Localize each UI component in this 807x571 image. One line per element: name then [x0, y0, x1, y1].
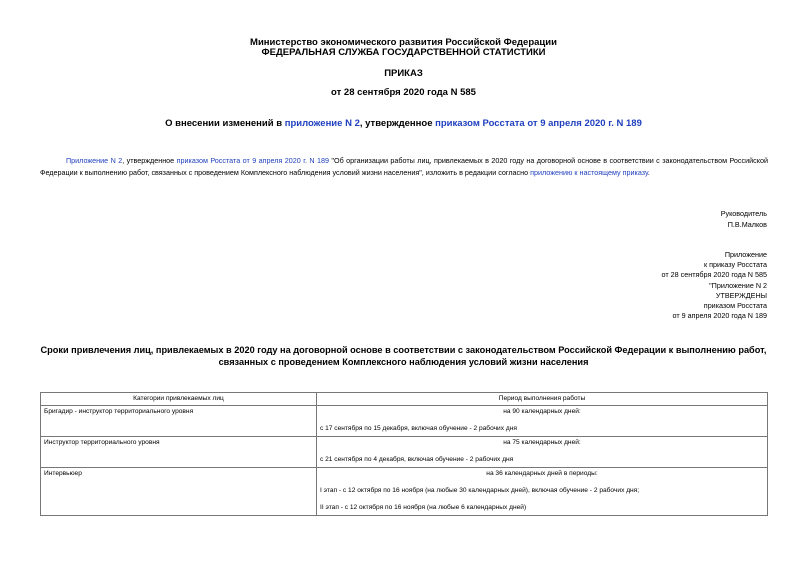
row-period-stage-1: I этап - с 12 октября по 16 ноября (на любые 30 календарных дней), включая обучение - 2 рабочих дня; — [320, 487, 640, 494]
row-period-summary: на 36 календарных дней в периоды: — [486, 470, 598, 477]
appendix-block — [662, 250, 767, 321]
appendix-line-6: приказом Росстата — [703, 301, 767, 311]
appendix-line-3: от 28 сентября 2020 года N 585 — [661, 270, 767, 280]
row-period — [317, 468, 768, 516]
doc-type-heading: ПРИКАЗ — [384, 68, 423, 79]
body-text-3: . — [647, 168, 650, 177]
table-row — [41, 468, 768, 516]
ministry-heading: Министерство экономического развития Российской Федерации — [250, 37, 557, 48]
appendix-line-4: "Приложение N 2 — [709, 280, 767, 290]
body-link-annex[interactable]: приложению к настоящему приказу — [530, 168, 648, 177]
row-category: Интервьюер — [41, 468, 317, 516]
table-row — [41, 406, 768, 437]
body-text-2: "Об организации работы лиц, привлекаемых в 2020 году на договорной основе в соответствии с законодательством Российской Федерации к выполнению работ, связанных с проведением Комплексного наблюдения условий жизни населения", изложить в редакции согласно — [40, 156, 768, 177]
row-period — [317, 437, 768, 468]
title-prefix: О внесении изменений в — [165, 118, 285, 129]
section-title-line-1: Сроки привлечения лиц, привлекаемых в 2020 году на договорной основе в соответствии с законодательством Российской Федерации к выполнению работ, — [40, 345, 767, 355]
title-middle: , утвержденное — [359, 118, 436, 129]
signature-name: П.В.Малков — [727, 220, 767, 229]
body-link-appendix[interactable]: Приложение N 2 — [66, 156, 123, 165]
section-title — [0, 344, 807, 368]
section-title-line-2: связанных с проведением Комплексного наблюдения условий жизни населения — [218, 357, 589, 367]
table-header-period: Период выполнения работы — [317, 393, 768, 406]
row-period-summary: на 90 календарных дней: — [503, 408, 581, 415]
appendix-line-1: Приложение — [724, 250, 767, 259]
table-header-row — [41, 393, 768, 406]
table-header-category: Категории привлекаемых лиц — [41, 393, 317, 406]
terms-table — [40, 392, 768, 516]
table-row — [41, 437, 768, 468]
title-link-order[interactable]: приказом Росстата от 9 апреля 2020 г. N 189 — [435, 118, 642, 129]
signature-role: Руководитель — [720, 209, 767, 218]
order-body-paragraph — [40, 155, 768, 179]
row-period-detail: с 21 сентября по 4 декабря, включая обучение - 2 рабочих дня — [320, 456, 514, 463]
row-period-stage-2: II этап - с 12 октября по 16 ноября (на любые 6 календарных дней) — [320, 504, 527, 511]
appendix-line-7: от 9 апреля 2020 года N 189 — [672, 311, 767, 321]
title-link-appendix[interactable]: приложение N 2 — [284, 118, 360, 129]
appendix-line-2: к приказу Росстата — [704, 260, 767, 270]
row-period-detail: с 17 сентября по 15 декабря, включая обучение - 2 рабочих дня — [320, 425, 517, 432]
appendix-line-5: УТВЕРЖДЕНЫ — [715, 290, 767, 300]
order-title — [0, 118, 807, 129]
service-heading: ФЕДЕРАЛЬНАЯ СЛУЖБА ГОСУДАРСТВЕННОЙ СТАТИСТИКИ — [261, 47, 546, 58]
row-category: Инструктор территориального уровня — [41, 437, 317, 468]
body-link-order[interactable]: приказом Росстата от 9 апреля 2020 г. N 189 — [176, 156, 329, 165]
row-period-summary: на 75 календарных дней: — [503, 439, 581, 446]
body-text-1: , утвержденное — [122, 156, 177, 165]
row-category: Бригадир - инструктор территориального уровня — [41, 406, 317, 437]
row-period — [317, 406, 768, 437]
doc-date-heading: от 28 сентября 2020 года N 585 — [331, 87, 476, 98]
